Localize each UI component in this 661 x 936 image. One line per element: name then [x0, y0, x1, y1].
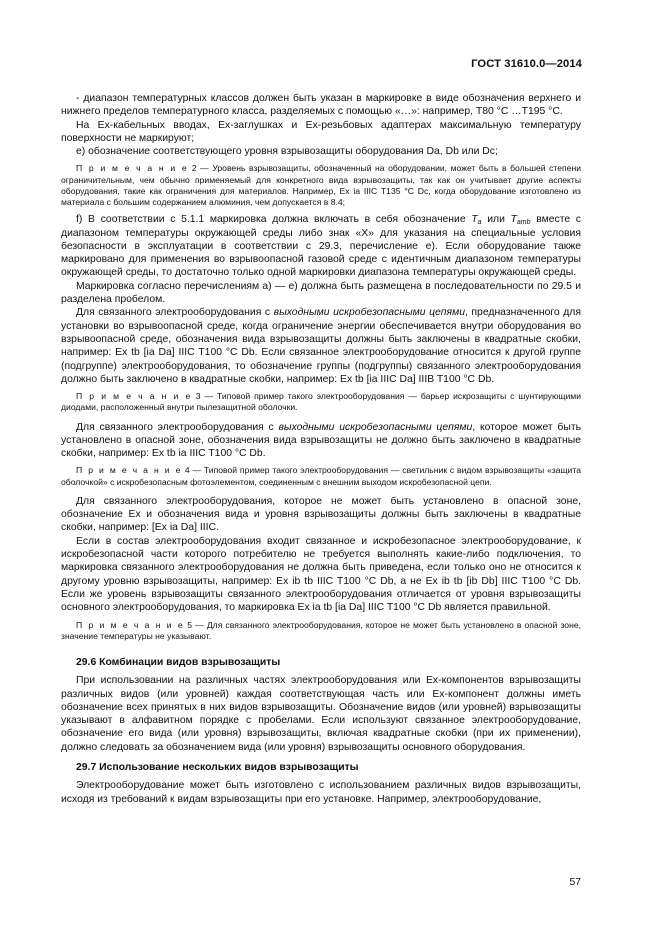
note-label: П р и м е ч а н и е: [76, 391, 192, 402]
note-text: 3 — Типовой пример такого электрооборудования — барьер искрозащиты с шунтирующими диодами, расположенный внутри пылезащитной оболочки.: [61, 391, 581, 413]
paragraph-item-f: f) В соответствии с 5.1.1 маркировка должна включать в себя обозначение $T_a$ или $T_{amb}$ вместе с диапазоном температуры окружающей среды либо знак «X» для указания на специальные условия безопасности в эксплуатации в соответствии с 29.3, перечисление е). Если оборудование также маркировано для применения во взрывоопасной газовой среде с идентичным диапазоном температуры окружающей среды, то достаточно только одной маркировки диапазона температуры окружающей среды.: [61, 214, 581, 279]
symbol-ta: $T_a$: [471, 214, 482, 227]
paragraph-multiple-types: Электрооборудование может быть изготовлено с использованием различных видов взрывозащиты, исходя из требований к видам взрывозащиты при его установке. Например, электрооборудование,: [61, 780, 581, 805]
note-5: [61, 620, 581, 642]
paragraph-marking-order: Маркировка согласно перечислениям а) — е) должна быть размещена в последовательности по 29.5 и разделена пробелом.: [61, 280, 581, 306]
paragraph-hazardous-zone: Для связанного электрооборудования с выходными искробезопасными цепями, которое может быть установлено в опасной зоне, обозначения вида взрывозащиты не должно быть заключено в квадратные скобки, например: Ex tb ia IIIC T100 °C Db.: [61, 421, 582, 460]
note-label: П р и м е ч а н и е: [76, 465, 182, 476]
paragraph-associated-equipment: Для связанного электрооборудования с выходными искробезопасными цепями, предназначенного для установки во взрывоопасной среде, когда ограничение энергии обеспечивается внутри оборудования во взрывоопасной среде, обозначения вида взрывозащиты должны быть заключены в квадратные скобки, например: Ex tb [ia Da] IIIC T100 °C Db. Если связанное электрооборудование относится к другой группе (подгруппе) электрооборудования, то обозначение группы (подгруппы) связанного электрооборудования должно быть заключено в квадратные скобки, например: Ex tb [ia IIIC Da] IIIB T100 °C Db.: [61, 307, 581, 385]
paragraph-item-e: е) обозначение соответствующего уровня взрывозащиты оборудования Da, Db или Dc;: [76, 146, 498, 158]
note-4: [61, 465, 581, 487]
paragraph-cable-glands: На Ex-кабельных вводах, Ex-заглушках и Ex-резьбовых адаптерах максимальную температуру поверхности не маркируют;: [61, 119, 581, 144]
note-text: 5 — Для связанного электрооборудования, которое не может быть установлено в опасной зоне, значение температуры не указывают.: [61, 619, 581, 641]
page-number: 57: [569, 877, 581, 888]
note-2: [61, 163, 581, 208]
document-header: ГОСТ 31610.0—2014: [471, 58, 582, 70]
paragraph-temperature-range: - диапазон температурных классов должен быть указан в маркировке в виде обозначения верхнего и нижнего пределов температурного класса, разделяемых с помощью «…»: например, Т80 °С …Т195 °С.: [61, 93, 581, 118]
symbol-tamb: $T_{amb}$: [510, 214, 531, 227]
paragraph-non-hazardous: Для связанного электрооборудования, которое не может быть установлено в опасной зоне, обозначение Ex и обозначения вида и уровня взрывозащиты должны быть заключены в квадратные скобки, например: [Ex ia Da] IIIC.: [61, 495, 581, 534]
note-label: П р и м е ч а н и е: [76, 163, 189, 174]
section-heading-29-6: 29.6 Комбинации видов взрывозащиты: [76, 656, 281, 668]
note-text: 4 — Типовой пример такого электрооборудования — светильник с видом взрывозащиты «защита оболочкой» с искробезопасным фотоэлементом, соединенным с внешним выходом искробезопасной цепи.: [61, 465, 582, 487]
page-content: [61, 92, 581, 806]
note-3: [61, 391, 581, 413]
note-text: 2 — Уровень взрывозащиты, обозначенный на оборудовании, может быть в большей степени ограничительным, чем обычно применяемый для конкретного вида взрывозащиты, так как он учитывает другие аспекты оборудования, такие как ограничения для материалов. Например, Ex ia IIIC T135 °C Dc, когда оборудование изготовлено из материала с большим содержанием алюминия, чем допускается в 8.4;: [61, 163, 581, 208]
paragraph-combined-equipment: Если в состав электрооборудования входит связанное и искробезопасное электрооборудование, к искробезопасной части которого потребителю не требуется выполнять какие-либо подключения, то маркировка связанного электрооборудования не должна быть приведена, если только оно не относится к другому уровню взрывозащиты, например: Ex ib tb IIIC T100 °C Db, а не Ex ib tb [ib Db] IIIC T100 °C Db. Если же уровень взрывозащиты связанного электрооборудования отличается от уровня взрывозащиты основного электрооборудования, то маркировка Ex ia tb [ia Da] IIIC T100 °C Db является правильной.: [61, 535, 581, 614]
paragraph-combinations: При использовании на различных частях электрооборудования или Ex-компонентов взрывозащиты различных видов (или уровней) каждая соответствующая часть или Ex-компонент должны иметь обозначение всех принятых в них видов взрывозащиты. Обозначение видов (или уровней) взрывозащиты указывают в алфавитном порядке с пробелами. Если используют связанное электрооборудование, обозначение его вида (или уровня) взрывозащиты, включая квадратные скобки (при их применении), должно следовать за обозначением вида (или уровня) взрывозащиты основного оборудования.: [61, 675, 581, 753]
note-label: П р и м е ч а н и е: [76, 619, 185, 630]
section-heading-29-7: 29.7 Использование нескольких видов взрывозащиты: [76, 762, 359, 774]
